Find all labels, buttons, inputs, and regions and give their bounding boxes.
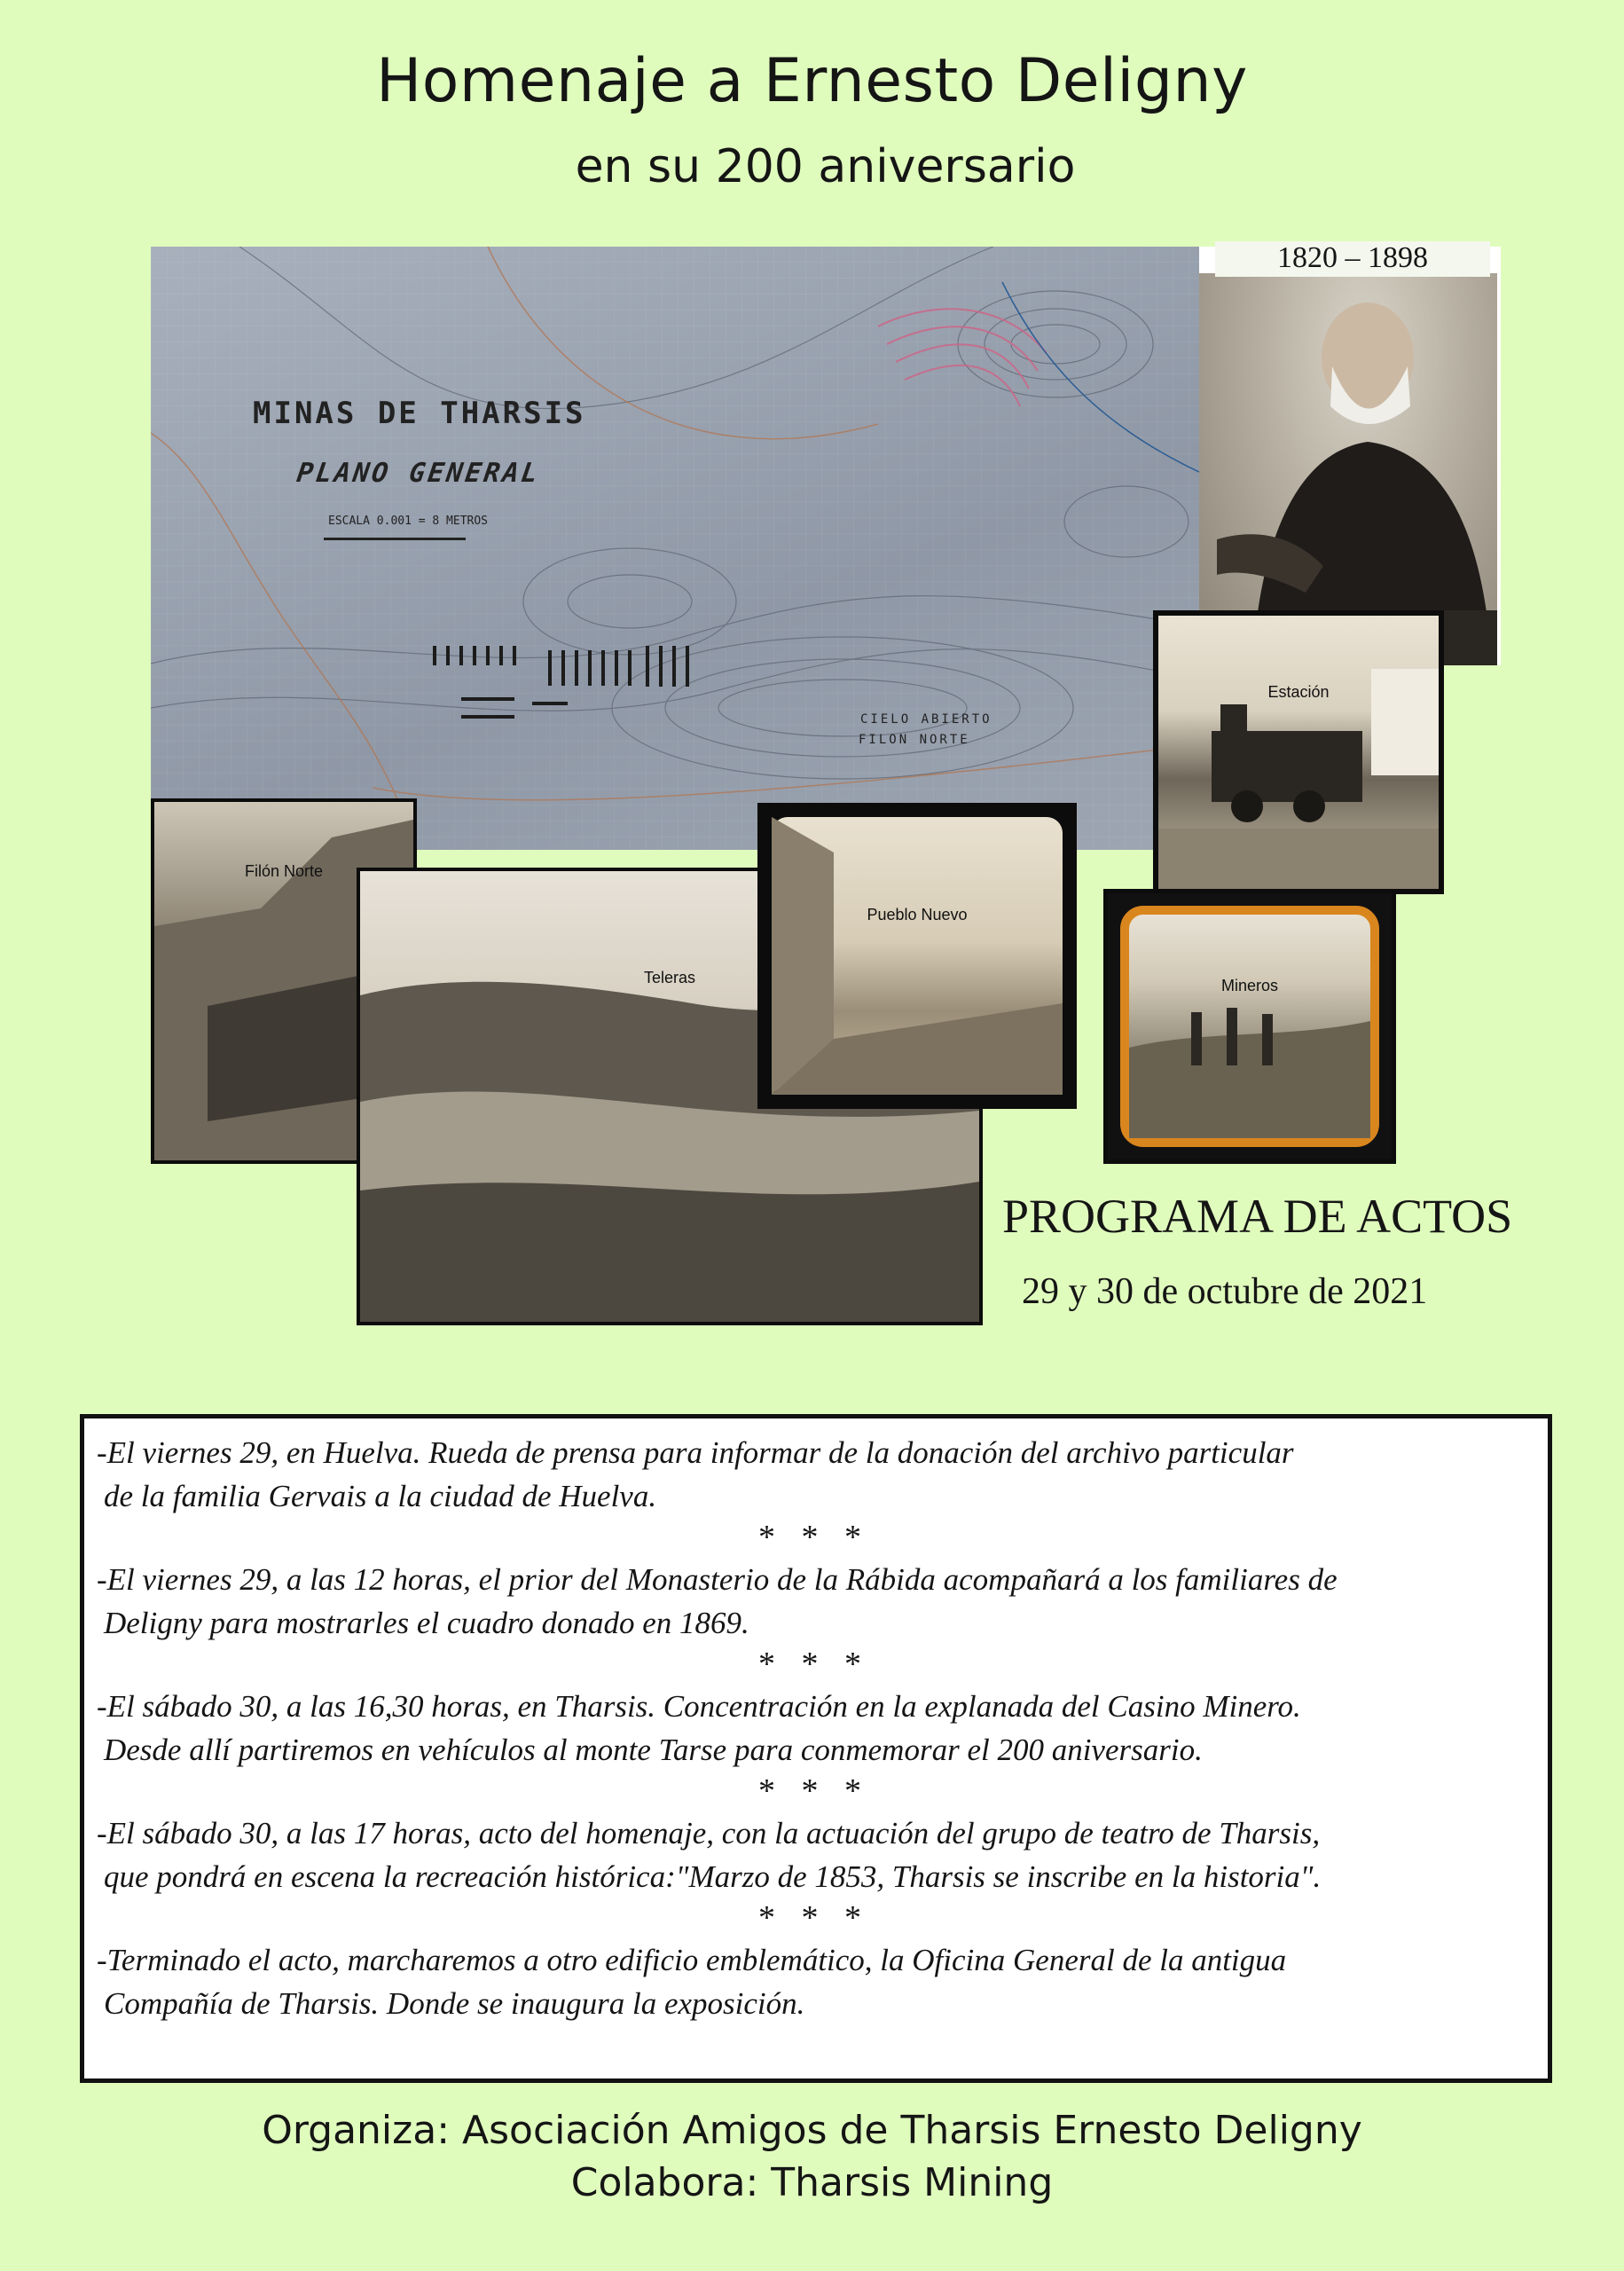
act-line: Compañía de Tharsis. Donde se inaugura la exposición. bbox=[104, 1986, 805, 2021]
act-line: que pondrá en escena la recreación histórica:"Marzo de 1853, Tharsis se inscribe en la historia". bbox=[104, 1859, 1322, 1894]
mineros-image bbox=[1120, 906, 1379, 1147]
act-line: -El viernes 29, en Huelva. Rueda de prensa para informar de la donación del archivo particular bbox=[97, 1435, 1294, 1470]
photo-estacion bbox=[1153, 610, 1444, 894]
page-title: Homenaje a Ernesto Deligny bbox=[376, 46, 1248, 116]
photo-pueblo-nuevo bbox=[757, 803, 1077, 1109]
act-line: -Terminado el acto, marcharemos a otro edificio emblemático, la Oficina General de la antigua bbox=[97, 1943, 1287, 1977]
act-line: -El sábado 30, a las 16,30 horas, en Tharsis. Concentración en la explanada del Casino Minero. bbox=[97, 1689, 1301, 1724]
photo-caption-filon-norte: Filón Norte bbox=[244, 862, 324, 880]
footer-colabora: Colabora: Tharsis Mining bbox=[570, 2160, 1054, 2205]
act-item bbox=[97, 1938, 1532, 2025]
photo-caption-pueblo-nuevo: Pueblo Nuevo bbox=[867, 906, 968, 923]
map-label-filon-norte: FILON NORTE bbox=[859, 733, 970, 747]
act-item bbox=[97, 1558, 1532, 1645]
act-line: -El sábado 30, a las 17 horas, acto del homenaje, con la actuación del grupo de teatro de Tharsis, bbox=[97, 1816, 1321, 1851]
estacion-train-drawing bbox=[1158, 616, 1439, 889]
historic-map-image bbox=[151, 247, 1211, 850]
separator: * * * bbox=[758, 1646, 870, 1683]
act-item bbox=[97, 1811, 1532, 1898]
photo-caption-teleras: Teleras bbox=[643, 969, 696, 986]
programa-date: 29 y 30 de octubre de 2021 bbox=[1022, 1271, 1428, 1312]
program-box bbox=[80, 1414, 1552, 2083]
act-line: de la familia Gervais a la ciudad de Huelva. bbox=[104, 1479, 657, 1513]
map-contour-drawing bbox=[151, 247, 1211, 850]
map-title: MINAS DE THARSIS bbox=[253, 396, 586, 431]
map-scale-label: ESCALA 0.001 = 8 METROS bbox=[328, 515, 489, 528]
portrait-photo bbox=[1199, 273, 1497, 665]
act-line: Deligny para mostrarles el cuadro donado en 1869. bbox=[104, 1606, 749, 1640]
photo-caption-estacion: Estación bbox=[1267, 683, 1330, 701]
act-item bbox=[97, 1685, 1532, 1772]
pueblo-street-drawing bbox=[772, 817, 1063, 1095]
separator: * * * bbox=[758, 1899, 870, 1937]
footer-organiza: Organiza: Asociación Amigos de Tharsis Ernesto Deligny bbox=[262, 2108, 1362, 2153]
map-label-cielo-abierto: CIELO ABIERTO bbox=[860, 712, 992, 727]
programa-heading: PROGRAMA DE ACTOS bbox=[1002, 1190, 1513, 1243]
photo-caption-mineros: Mineros bbox=[1220, 977, 1279, 994]
act-line: -El viernes 29, a las 12 horas, el prior del Monasterio de la Rábida acompañará a los familiares de bbox=[97, 1562, 1338, 1597]
portrait-years: 1820 – 1898 bbox=[1215, 241, 1490, 277]
separator: * * * bbox=[758, 1772, 870, 1810]
photo-mineros bbox=[1103, 889, 1396, 1164]
pueblo-nuevo-image bbox=[772, 817, 1063, 1095]
map-subtitle: PLANO GENERAL bbox=[294, 458, 543, 489]
mineros-figures-drawing bbox=[1129, 915, 1370, 1138]
page-subtitle: en su 200 aniversario bbox=[575, 140, 1076, 193]
map-scale-bar bbox=[324, 538, 466, 540]
act-line: Desde allí partiremos en vehículos al monte Tarse para conmemorar el 200 aniversario. bbox=[104, 1733, 1203, 1767]
portrait-silhouette bbox=[1199, 273, 1497, 665]
separator: * * * bbox=[758, 1519, 870, 1556]
act-item bbox=[97, 1431, 1532, 1518]
